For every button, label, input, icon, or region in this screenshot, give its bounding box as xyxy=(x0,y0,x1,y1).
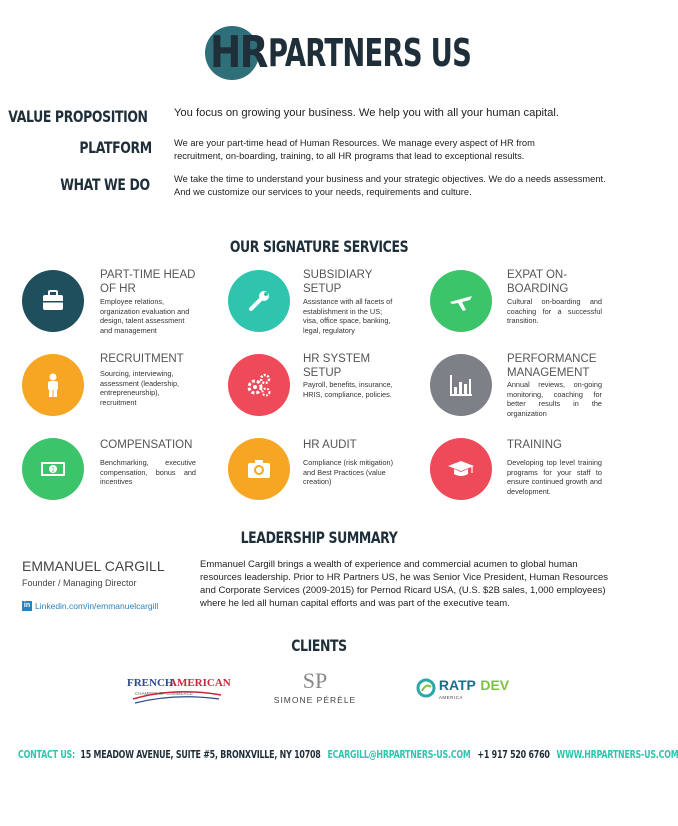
service-description: Assistance with all facets of establishment in the US; visa, office space, banking, legal, regulatory xyxy=(303,297,393,335)
logo-hr-text: HR xyxy=(210,27,267,78)
value-proposition-label: VALUE PROPOSITION xyxy=(8,107,148,126)
service-camera-icon xyxy=(228,438,290,500)
footer-email[interactable]: ECARGILL@HRPARTNERS-US.COM xyxy=(327,748,471,761)
footer-address: 15 MEADOW AVENUE, SUITE #5, BRONXVILLE, NY 10708 xyxy=(80,748,321,761)
service-description: Compliance (risk mitigation) and Best Practices (value creation) xyxy=(303,458,394,487)
service-wrench-icon xyxy=(228,270,290,332)
leadership-heading: LEADERSHIP SUMMARY xyxy=(240,528,398,547)
service-person-icon xyxy=(22,354,84,416)
service-money-icon xyxy=(22,438,84,500)
service-title: TRAINING xyxy=(507,439,562,451)
ratp-sub: AMERICA xyxy=(438,694,463,700)
leader-name: EMMANUEL CARGILL xyxy=(22,558,165,574)
service-description: Annual reviews, on-going monitoring, coaching for better results in the organization xyxy=(507,380,602,418)
service-description: Employee relations, organization evaluation and design, talent assessment and management xyxy=(100,297,190,335)
linkedin-link[interactable]: Linkedin.com/in/emmanuelcargill xyxy=(35,601,159,611)
platform-label: PLATFORM xyxy=(79,138,152,157)
platform-text: We are your part-time head of Human Resources. We manage every aspect of HR from recruitment, on-boarding, training, to all HR programs that lead to exceptional results. xyxy=(174,138,535,161)
leader-role: Founder / Managing Director xyxy=(22,578,137,588)
value-proposition-text: You focus on growing your business. We help you with all your human capital. xyxy=(174,107,559,119)
service-title: HR AUDIT xyxy=(303,439,357,451)
service-airplane-icon xyxy=(430,270,492,332)
service-title: HR SYSTEM SETUP xyxy=(303,353,371,379)
ratp-text: RATP xyxy=(438,676,476,693)
client-ratp-dev-logo xyxy=(410,672,515,704)
leader-bio: Emmanuel Cargill brings a wealth of experience and commercial acumen to global human resources leadership. Prior to HR Partners US, he was Senior Vice President, Human Resources and Corporate Services (2009-2015) for Pernod Ricard USA, (U.S. $2B sales, 1,000 employees) where he led all human capital efforts and was part of the executive team. xyxy=(200,559,608,609)
footer-label: CONTACT US: xyxy=(18,748,75,761)
service-title: RECRUITMENT xyxy=(100,353,184,365)
service-description: Payroll, benefits, insurance, HRIS, compliance, policies. xyxy=(303,380,393,399)
service-title: PART-TIME HEAD OF HR xyxy=(100,269,196,295)
service-description: Sourcing, interviewing, assessment (leadership, entrepreneurship), recruitment xyxy=(100,369,180,407)
french-american-swoosh-icon xyxy=(125,665,225,709)
service-briefcase-icon xyxy=(22,270,84,332)
service-description: Developing top level training programs for your staff to ensure continued growth and development. xyxy=(507,458,602,496)
footer-contact xyxy=(18,748,678,761)
service-title: EXPAT ON-BOARDING xyxy=(507,269,569,295)
linkedin-icon: in xyxy=(23,602,31,609)
service-title: PERFORMANCE MANAGEMENT xyxy=(507,353,597,379)
ratp-dev-text: DEV xyxy=(480,676,510,693)
french-american-word1: FRENCH xyxy=(127,677,174,689)
simone-name: SIMONE PÉRÈLE xyxy=(273,695,357,705)
service-description: Cultural on-boarding and coaching for a successful transition. xyxy=(507,297,602,326)
service-graduation-cap-icon xyxy=(430,438,492,500)
svg-text:1: 1 xyxy=(51,466,55,474)
services-heading: OUR SIGNATURE SERVICES xyxy=(229,237,409,256)
clients-heading: CLIENTS xyxy=(291,636,347,655)
french-american-sub: CHAMBER OF COMMERCE xyxy=(135,691,194,696)
footer-website[interactable]: WWW.HRPARTNERS-US.COM xyxy=(556,748,678,761)
service-description: Benchmarking, executive compensation, bonus and incentives xyxy=(100,458,196,487)
client-french-american-logo xyxy=(125,665,231,709)
what-we-do-text: We take the time to understand your business and your strategic objectives. We do a needs assessment. And we customize our services to your needs, requirements and culture. xyxy=(174,174,606,197)
footer-phone: +1 917 520 6760 xyxy=(477,748,550,761)
service-title: SUBSIDIARY SETUP xyxy=(303,269,373,295)
service-title: COMPENSATION xyxy=(100,439,193,451)
service-bar-chart-icon xyxy=(430,354,492,416)
simone-monogram: SP xyxy=(302,668,328,693)
what-we-do-label: WHAT WE DO xyxy=(60,175,150,194)
logo-partners-text: PARTNERS US xyxy=(268,31,472,75)
service-gears-icon xyxy=(228,354,290,416)
ratp-circle-icon xyxy=(416,678,436,698)
french-american-word2: AMERICAN xyxy=(169,677,231,689)
client-simone-perele-logo xyxy=(270,665,360,709)
